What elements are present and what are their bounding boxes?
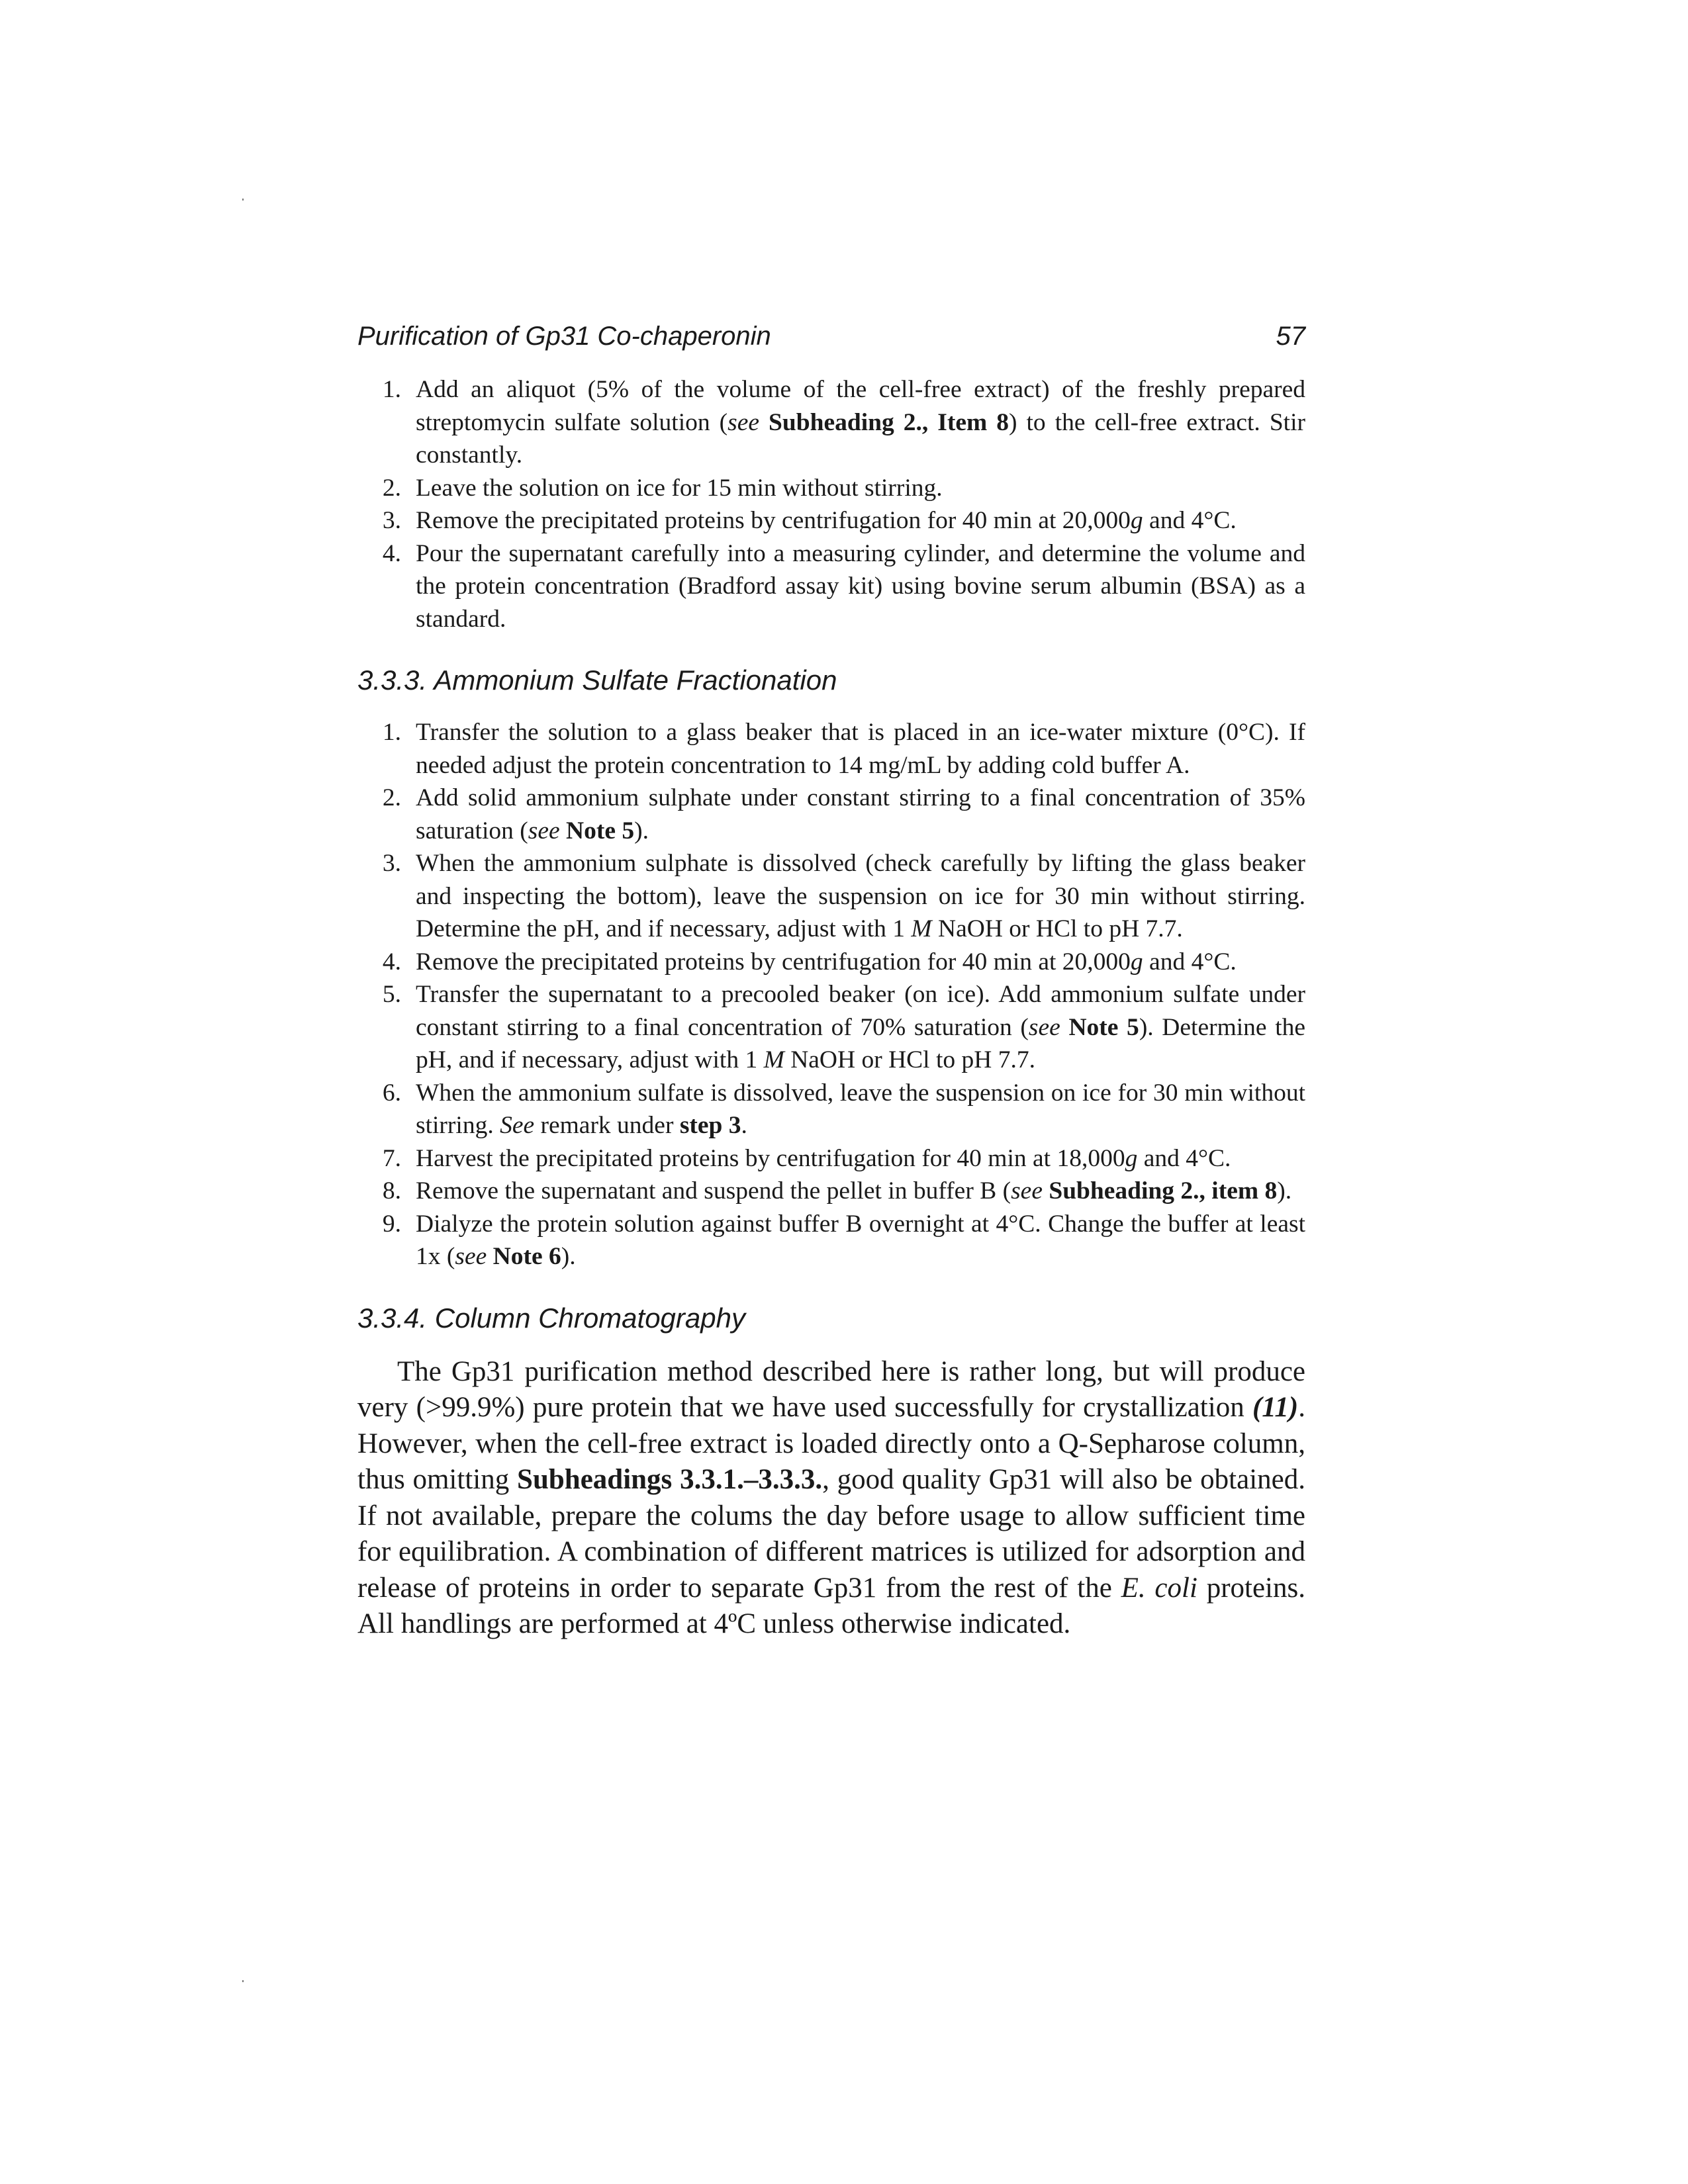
running-head-title: Purification of Gp31 Co-chaperonin — [357, 322, 771, 351]
text-run: ). — [634, 817, 649, 844]
text-run — [1060, 1014, 1069, 1041]
list-item — [357, 978, 1305, 1077]
emphasis-run: Note 6 — [492, 1243, 561, 1270]
text-run: Remove the precipitated proteins by centrifugation for 40 min at 20,000 — [416, 948, 1131, 976]
text-run: and 4°C. — [1143, 948, 1237, 976]
margin-mark-bottom — [242, 1980, 244, 1982]
emphasis-run: M — [763, 1046, 784, 1073]
emphasis-run: see — [1011, 1177, 1043, 1205]
text-run: and 4°C. — [1143, 507, 1237, 534]
procedure-list-ammonium-sulfate — [357, 716, 1305, 1273]
text-run: Add solid ammonium sulphate under constant stirring to a final concentration of 35% saturation ( — [416, 784, 1305, 844]
emphasis-run: see — [727, 408, 760, 436]
text-run: . However, when the cell-free extract is loaded directly onto a Q-Sepharose column, thus omitting — [357, 1392, 1305, 1495]
text-run: ). Determine the pH, and if necessary, adjust with 1 — [416, 1013, 1306, 1073]
list-item — [357, 1208, 1305, 1273]
emphasis-run: Note 5 — [1068, 1013, 1139, 1041]
emphasis-run: see — [1028, 1013, 1060, 1041]
list-item-number: 4. — [382, 948, 401, 976]
list-item-number: 3. — [382, 850, 401, 877]
list-item — [357, 1142, 1305, 1175]
emphasis-run: E. coli — [1121, 1572, 1197, 1604]
text-run: The Gp31 purification method described here is rather long, but will produce very (>99.9%) pure protein that we have used successfully for crystallization — [357, 1355, 1305, 1423]
list-item — [357, 782, 1305, 847]
section-heading-3-3-4: 3.3.4. Column Chromatography — [357, 1302, 745, 1334]
list-item-number: 2. — [382, 784, 401, 811]
text-run — [560, 817, 566, 844]
emphasis-run: step 3 — [679, 1112, 741, 1139]
list-item — [357, 1077, 1305, 1142]
text-run: Remove the precipitated proteins by centrifugation for 40 min at 20,000 — [416, 507, 1131, 534]
text-run: Add an aliquot (5% of the volume of the cell-free extract) of the freshly prepared streptomycin sulfate solution ( — [416, 376, 1305, 436]
text-run: remark under — [534, 1112, 680, 1139]
text-run: Dialyze the protein solution against buffer B overnight at 4°C. Change the buffer at least 1x ( — [416, 1210, 1305, 1270]
list-item — [357, 472, 1305, 505]
text-run — [759, 409, 769, 436]
emphasis-run: Subheading 2., Item 8 — [769, 408, 1009, 436]
text-run — [487, 1243, 492, 1270]
text-run: Leave the solution on ice for 15 min without stirring. — [416, 474, 943, 502]
text-run: NaOH or HCl to pH 7.7. — [931, 915, 1183, 942]
list-item — [357, 504, 1305, 537]
text-run: and 4°C. — [1137, 1144, 1231, 1172]
text-run: Transfer the supernatant to a precooled beaker (on ice). Add ammonium sulfate under constant stirring to a final concentration of 70% saturation ( — [416, 981, 1305, 1041]
text-run: , good quality Gp31 will also be obtained. If not available, prepare the colums the day before usage to allow sufficient time for equilibration. A combination of different matrices is utilized for adsorption and release of proteins in order to separate Gp31 from the rest of the — [357, 1464, 1305, 1604]
text-run: . — [741, 1112, 747, 1139]
list-item — [357, 847, 1305, 946]
list-item-number: 4. — [382, 539, 401, 567]
emphasis-run: see — [528, 817, 560, 844]
list-item-number: 5. — [382, 981, 401, 1008]
emphasis-run: g — [1125, 1144, 1138, 1172]
emphasis-run: g — [1130, 948, 1143, 976]
list-item-number: 8. — [382, 1177, 401, 1205]
list-item — [357, 946, 1305, 979]
emphasis-run: See — [500, 1112, 535, 1139]
text-run: When the ammonium sulphate is dissolved (check carefully by lifting the glass beaker and inspecting the bottom), leave the suspension on ice for 30 min without stirring. Determine the pH, and if necessary, adjust with 1 — [416, 850, 1305, 942]
text-run: When the ammonium sulfate is dissolved, leave the suspension on ice for 30 min without stirring. — [416, 1079, 1305, 1139]
emphasis-run: see — [455, 1243, 487, 1270]
text-run — [1043, 1177, 1049, 1205]
emphasis-run: Subheading 2., item 8 — [1049, 1177, 1278, 1205]
document-page — [357, 318, 1305, 1643]
text-run: NaOH or HCl to pH 7.7. — [784, 1046, 1035, 1073]
text-run: Harvest the precipitated proteins by centrifugation for 40 min at 18,000 — [416, 1144, 1125, 1172]
list-item — [357, 716, 1305, 782]
list-item-number: 1. — [382, 719, 401, 746]
emphasis-run: (11) — [1252, 1392, 1299, 1423]
emphasis-run: M — [911, 915, 932, 942]
text-run: ) to the cell-free extract. Stir constantly. — [416, 408, 1305, 469]
list-item-number: 6. — [382, 1079, 401, 1107]
list-item — [357, 373, 1305, 472]
emphasis-run: Subheadings 3.3.1.–3.3.3. — [517, 1464, 823, 1495]
procedure-list-continued — [357, 373, 1305, 635]
list-item-number: 2. — [382, 474, 401, 502]
text-run: ). — [561, 1243, 576, 1270]
list-item-number: 9. — [382, 1210, 401, 1238]
list-item — [357, 537, 1305, 636]
text-run: Transfer the solution to a glass beaker that is placed in an ice-water mixture (0°C). If needed adjust the protein concentration to 14 mg/mL by adding cold buffer A. — [416, 719, 1305, 779]
text-run: ). — [1277, 1177, 1292, 1205]
list-item-number: 1. — [382, 376, 401, 403]
text-run: Pour the supernatant carefully into a measuring cylinder, and determine the volume and the protein concentration (Bradford assay kit) using bovine serum albumin (BSA) as a standard. — [416, 539, 1305, 633]
text-run: Remove the supernatant and suspend the pellet in buffer B ( — [416, 1177, 1011, 1205]
body-paragraph — [357, 1354, 1305, 1643]
text-run: proteins. All handlings are performed at 4ºC unless otherwise indicated. — [357, 1572, 1305, 1639]
page-number: 57 — [1276, 322, 1305, 351]
emphasis-run: Note 5 — [566, 817, 635, 844]
list-item-number: 3. — [382, 507, 401, 534]
section-heading-3-3-3: 3.3.3. Ammonium Sulfate Fractionation — [357, 664, 837, 696]
emphasis-run: g — [1130, 507, 1143, 534]
margin-mark-top — [242, 199, 244, 201]
list-item — [357, 1175, 1305, 1208]
list-item-number: 7. — [382, 1144, 401, 1172]
running-head — [357, 318, 1305, 355]
